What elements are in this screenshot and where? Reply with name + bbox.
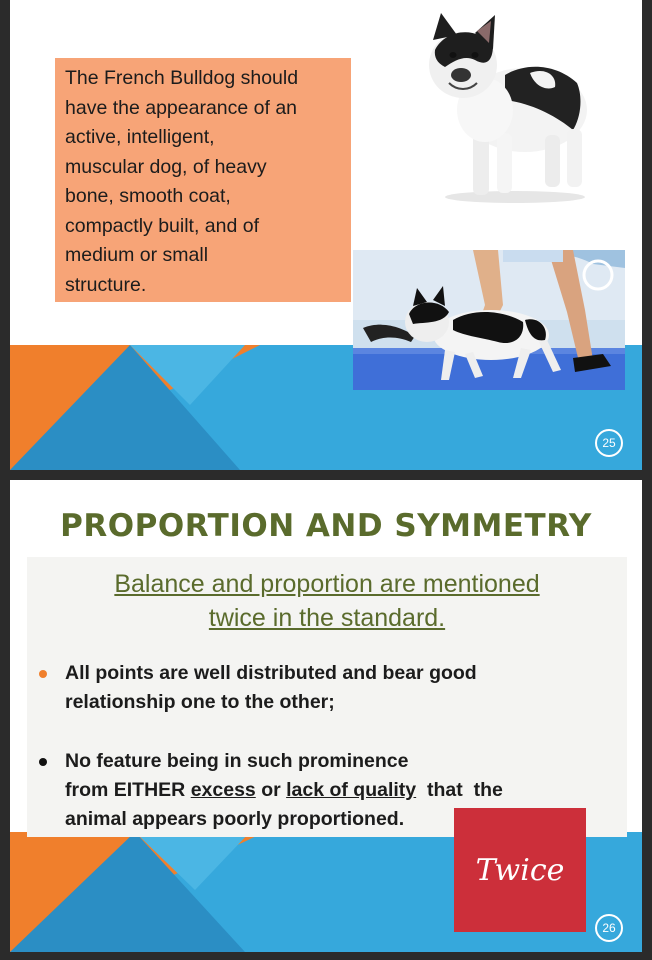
dog-show-photo: [353, 250, 625, 390]
bullet-text: that the: [427, 779, 503, 801]
bullet-line: All points are well distributed and bear good: [65, 662, 477, 684]
page-number-badge: 26: [595, 914, 623, 942]
bullet-line: animal appears poorly proportioned.: [65, 808, 405, 830]
description-line: compactly built, and of: [65, 214, 260, 237]
description-line: structure.: [65, 273, 147, 296]
underlined-text: excess: [190, 779, 256, 801]
content-box: [27, 557, 627, 837]
subtitle: [27, 567, 627, 635]
bullet-line: [65, 776, 613, 805]
bullet-text: from EITHER: [65, 779, 186, 801]
bullet-line: relationship one to the other;: [65, 691, 335, 713]
french-bulldog-standing-image: [405, 5, 595, 210]
bullet-line: No feature being in such prominence: [65, 750, 409, 772]
logo-text: Twice: [475, 852, 565, 888]
bullet-dot-icon: [39, 758, 47, 766]
bullet-dot-icon: [39, 670, 47, 678]
description-box: [55, 58, 351, 302]
slide-26: [10, 480, 642, 952]
description-line: have the appearance of an: [65, 96, 298, 119]
page-number-badge: 25: [595, 429, 623, 457]
description-line: The French Bulldog should: [65, 67, 299, 89]
subtitle-line: twice in the standard.: [208, 604, 446, 632]
subtitle-line: Balance and proportion are mentioned: [114, 570, 540, 598]
description-line: muscular dog, of heavy: [65, 155, 267, 178]
list-item: [33, 659, 613, 717]
twice-logo: [454, 808, 586, 932]
bullet-text: or: [261, 779, 281, 801]
slide-title: PROPORTION AND SYMMETRY: [60, 508, 592, 544]
description-line: bone, smooth coat,: [65, 185, 231, 207]
description-line: active, intelligent,: [65, 126, 215, 148]
underlined-text: lack of quality: [286, 779, 417, 801]
description-line: medium or small: [65, 244, 209, 266]
slide-25: [10, 0, 642, 470]
